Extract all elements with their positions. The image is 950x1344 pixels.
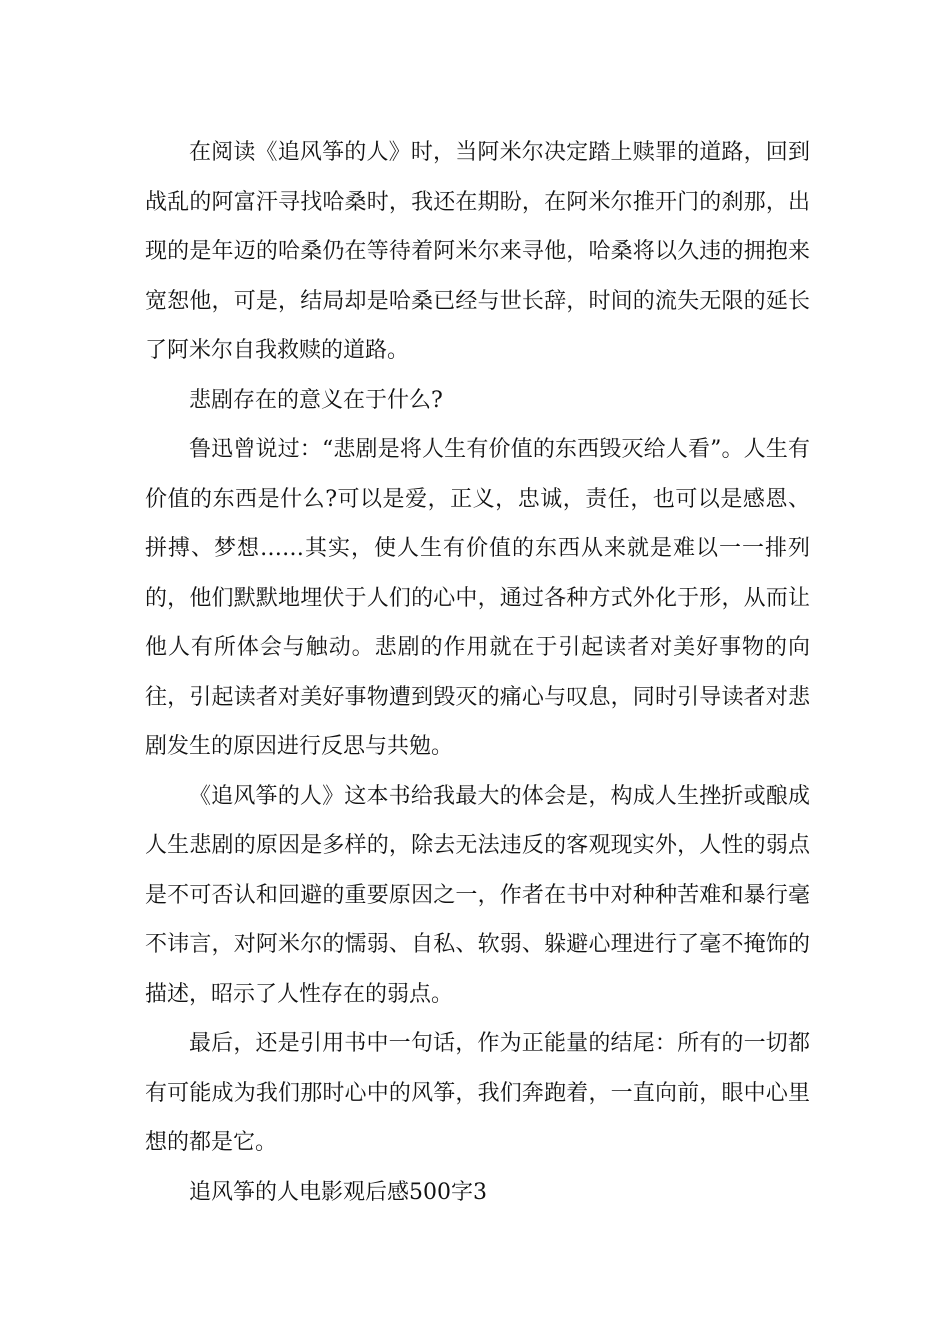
section-heading: 追风筝的人电影观后感500字3: [189, 1179, 487, 1205]
paragraph-4: 《追风筝的人》这本书给我最大的体会是，构成人生挫折或酿成人生悲剧的原因是多样的，除去无法违反的客观现实外，人性的弱点是不可否认和回避的重要原因之一，作者在书中对种种苦难和暴行毫不讳言，对阿米尔的懦弱、自私、软弱、躲避心理进行了毫不掩饰的描述，昭示了人性存在的弱点。: [145, 783, 810, 1007]
paragraph-1: 在阅读《追风筝的人》时，当阿米尔决定踏上赎罪的道路，回到战乱的阿富汗寻找哈桑时，我还在期盼，在阿米尔推开门的刹那，出现的是年迈的哈桑仍在等待着阿米尔来寻他，哈桑将以久违的拥抱来宽恕他，可是，结局却是哈桑已经与世长辞，时间的流失无限的延长了阿米尔自我救赎的道路。: [145, 140, 810, 363]
paragraph-5: 最后，还是引用书中一句话，作为正能量的结尾：所有的一切都有可能成为我们那时心中的风筝，我们奔跑着，一直向前，眼中心里想的都是它。: [145, 1031, 810, 1155]
document-body: [145, 128, 810, 1217]
paragraph-2: 悲剧存在的意义在于什么?: [189, 387, 443, 413]
paragraph-3: 鲁迅曾说过：“悲剧是将人生有价值的东西毁灭给人看”。人生有价值的东西是什么?可以是爱，正义，忠诚，责任，也可以是感恩、拼搏、梦想……其实，使人生有价值的东西从来就是难以一一排列的，他们默默地埋伏于人们的心中，通过各种方式外化于形，从而让他人有所体会与触动。悲剧的作用就在于引起读者对美好事物的向往，引起读者对美好事物遭到毁灭的痛心与叹息，同时引导读者对悲剧发生的原因进行反思与共勉。: [145, 437, 810, 759]
